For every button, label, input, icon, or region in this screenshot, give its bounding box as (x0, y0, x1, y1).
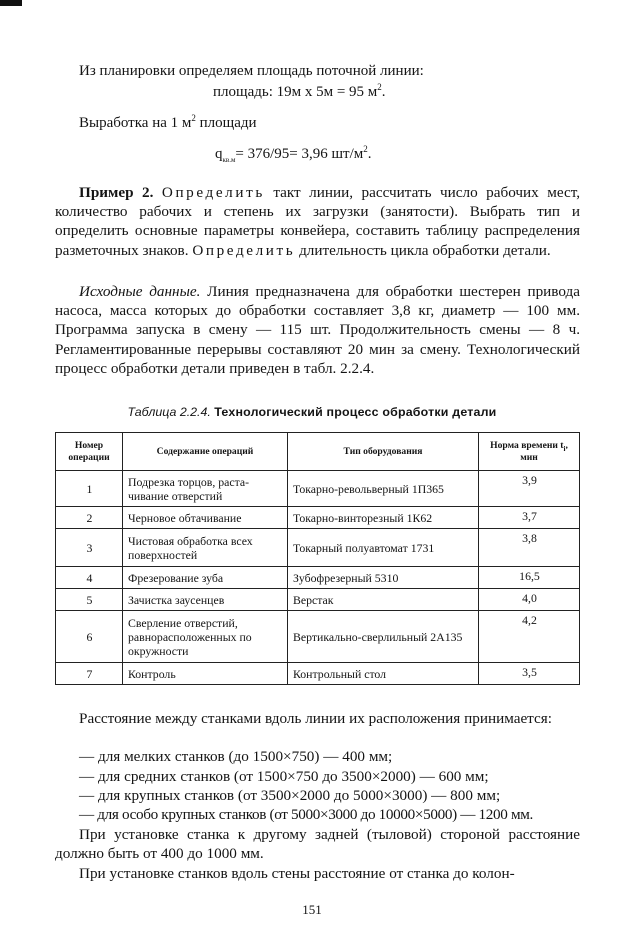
header-number: Номер операции (56, 433, 123, 471)
list-item: — для особо крупных станков (от 5000×3000 до 10000×5000) — 1200 мм. (79, 806, 533, 823)
cell-content: Контроль (123, 663, 288, 685)
page-number: 151 (302, 902, 322, 917)
header-content: Содержание операций (123, 433, 288, 471)
example-paragraph: Пример 2. Определить такт линии, рассчитать число рабочих мест, количество рабочих и степень их загрузки (занятости). Выбрать тип и определить основные параметры конвейера, составить таблицу распределения разметочных знаков. Определить длительность цикла обработки детали. (55, 184, 580, 259)
cell-norm: 3,5 (479, 663, 580, 685)
header-norm: Норма времени $t_i$, мин (479, 433, 580, 471)
cell-number: 2 (56, 507, 123, 529)
operations-table (55, 432, 580, 685)
table-row (56, 471, 580, 507)
cell-equipment: Токарно-винторезный 1К62 (288, 507, 479, 529)
area-formula: площадь: 19м х 5м = 95 $м^2$. (213, 82, 386, 100)
example-title: Пример 2. (79, 184, 154, 201)
calc-intro: Из планировки определяем площадь поточной линии: (79, 63, 424, 79)
cell-equipment: Контрольный стол (288, 663, 479, 685)
cell-norm: 16,5 (479, 567, 580, 589)
table-row (56, 589, 580, 611)
cell-equipment: Зубофрезерный 5310 (288, 567, 479, 589)
given-label: Исходные данные. (79, 283, 201, 300)
table-row (56, 611, 580, 663)
cell-equipment: Токарный полуавтомат 1731 (288, 529, 479, 567)
cell-number: 5 (56, 589, 123, 611)
cell-norm: 3,8 (479, 529, 580, 567)
cell-number: 3 (56, 529, 123, 567)
list-item: — для средних станков (от 1500×750 до 3500×2000) — 600 мм; (79, 768, 489, 785)
table-row (56, 663, 580, 685)
cell-content: Подрезка торцов, раста-чивание отверстий (123, 471, 288, 507)
header-equipment: Тип оборудования (288, 433, 479, 471)
table-caption: Таблица 2.2.4. Технологический процесс обработки детали (127, 405, 497, 419)
distance-intro: Расстояние между станками вдоль линии их расположения принимается: (79, 710, 552, 727)
cell-content: Сверление отверстий, равнорасположенных по окружности (123, 611, 288, 663)
wall-paragraph: При установке станков вдоль стены расстояние от станка до колон- (79, 865, 515, 882)
output-label: Выработка на 1 $м^2$ площади (79, 113, 257, 131)
cell-number: 4 (56, 567, 123, 589)
cell-content: Зачистка заусенцев (123, 589, 288, 611)
corner-mark (0, 0, 22, 6)
cell-equipment: Вертикально-сверлильный 2А135 (288, 611, 479, 663)
list-item: — для крупных станков (от 3500×2000 до 5000×3000) — 800 мм; (79, 787, 501, 804)
given-data-paragraph: Исходные данные. Линия предназначена для обработки шестерен привода насоса, масса которых до обработки составляет 3,8 кг, диаметр — 100 мм. Программа запуска в смену — 115 шт. Продолжительность смены — 8 ч. Регламентированные перерывы составляют 20 мин за смену. Технологический процесс обработки детали приведен в табл. 2.2.4. (55, 283, 580, 377)
table-row (56, 567, 580, 589)
cell-content: Черновое обтачивание (123, 507, 288, 529)
cell-equipment: Токарно-револьверный 1П365 (288, 471, 479, 507)
cell-number: 6 (56, 611, 123, 663)
cell-content: Фрезерование зуба (123, 567, 288, 589)
q-formula: $q_{кв.м}= 376/95= 3,96$ $шт/м^2$. (215, 144, 372, 164)
table-row (56, 529, 580, 567)
rear-side-paragraph: При установке станка к другому задней (тыловой) стороной расстояние должно быть от 400 до 1000 мм. (55, 826, 580, 863)
cell-norm: 4,2 (479, 611, 580, 663)
cell-norm: 4,0 (479, 589, 580, 611)
list-item: — для мелких станков (до 1500×750) — 400 мм; (79, 748, 393, 765)
cell-number: 7 (56, 663, 123, 685)
cell-norm: 3,9 (479, 471, 580, 507)
cell-equipment: Верстак (288, 589, 479, 611)
cell-content: Чистовая обработка всех поверхностей (123, 529, 288, 567)
cell-number: 1 (56, 471, 123, 507)
table-row (56, 507, 580, 529)
table-header-row (56, 433, 580, 471)
cell-norm: 3,7 (479, 507, 580, 529)
